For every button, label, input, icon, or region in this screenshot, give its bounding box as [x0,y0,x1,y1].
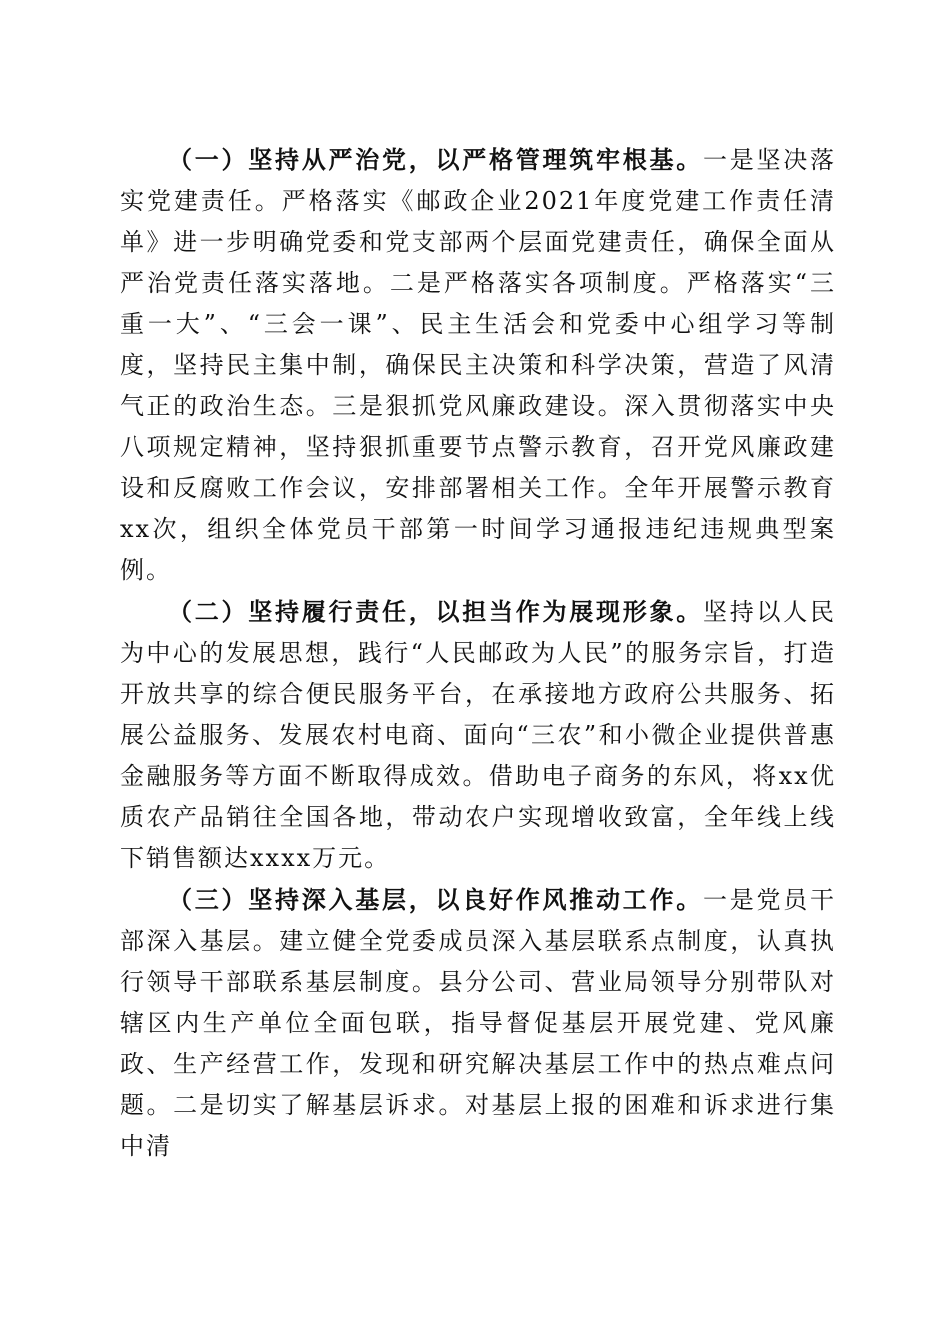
paragraph-1-text: 一是坚决落实党建责任。严格落实《邮政企业2021年度党建工作责任清单》进一步明确党委和党支部两个层面党建责任，确保全面从严治党责任落实落地。二是严格落实各项制度。严格落实“三重一大”、“三会一课”、民主生活会和党委中心组学习等制度，坚持民主集中制，确保民主决策和科学决策，营造了风清气正的政治生态。三是狠抓党风廉政建设。深入贯彻落实中央八项规定精神，坚持狠抓重要节点警示教育，召开党风廉政建设和反腐败工作会议，安排部署相关工作。全年开展警示教育xx次，组织全体党员干部第一时间学习通报违纪违规典型案例。 [120,146,836,584]
paragraph-2-heading: （二）坚持履行责任，以担当作为展现形象。 [168,597,703,626]
paragraph-1 [120,139,836,591]
document-body [120,139,836,1167]
paragraph-2-text: 坚持以人民为中心的发展思想，践行“人民邮政为人民”的服务宗旨，打造开放共享的综合便民服务平台，在承接地方政府公共服务、拓展公益服务、发展农村电商、面向“三农”和小微企业提供普惠金融服务等方面不断取得成效。借助电子商务的东风，将xx优质农产品销往全国各地，带动农户实现增收致富，全年线上线下销售额达xxxx万元。 [120,598,836,872]
paragraph-3-text: 一是党员干部深入基层。建立健全党委成员深入基层联系点制度，认真执行领导干部联系基层制度。县分公司、营业局领导分别带队对辖区内生产单位全面包联，指导督促基层开展党建、党风廉政、生产经营工作，发现和研究解决基层工作中的热点难点问题。二是切实了解基层诉求。对基层上报的困难和诉求进行集中清 [120,886,836,1160]
paragraph-1-heading: （一）坚持从严治党，以严格管理筑牢根基。 [168,145,703,174]
paragraph-2 [120,591,836,879]
paragraph-3 [120,879,836,1167]
paragraph-3-heading: （三）坚持深入基层，以良好作风推动工作。 [168,885,703,914]
